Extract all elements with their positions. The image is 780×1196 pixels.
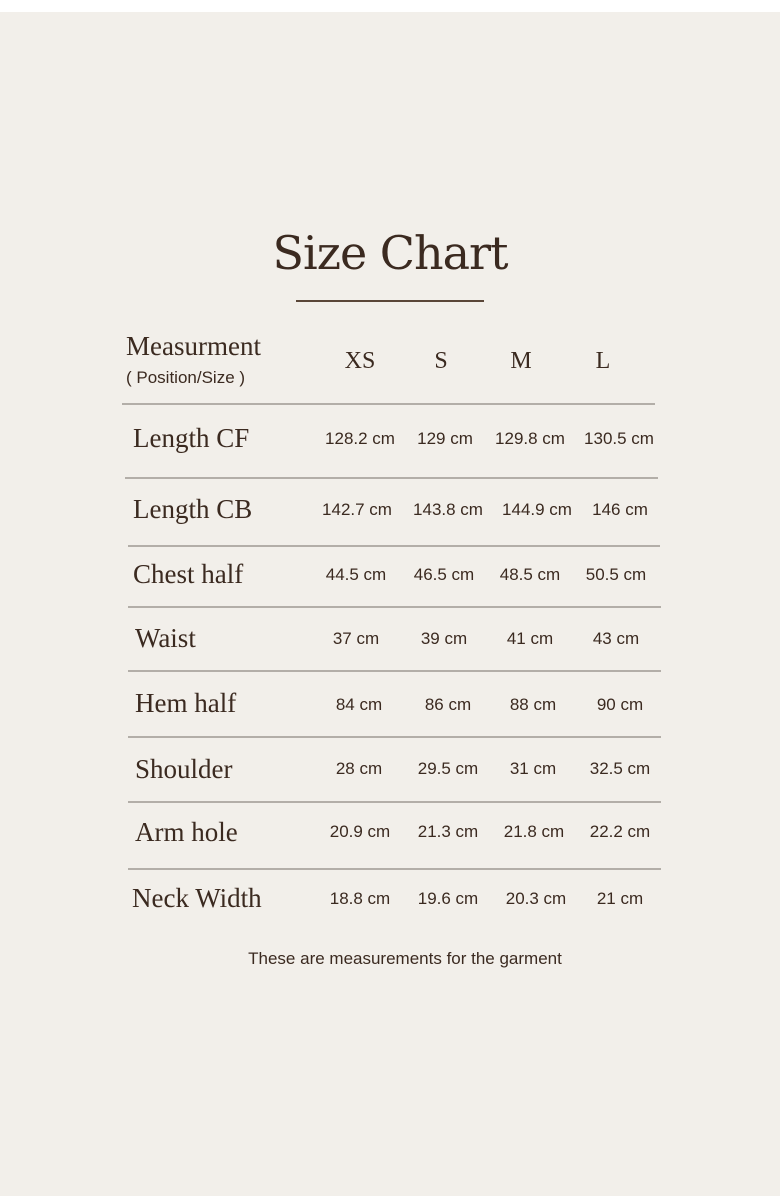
header-divider xyxy=(122,403,655,405)
cell-neck-width-xs: 18.8 cm xyxy=(329,889,391,908)
row-divider xyxy=(128,868,661,870)
cell-neck-width-l: 21 cm xyxy=(596,889,644,908)
cell-length-cb-xs: 142.7 cm xyxy=(322,500,392,519)
row-divider xyxy=(128,736,661,738)
row-label-waist: Waist xyxy=(135,623,196,653)
header-measurement-label: Measurment xyxy=(126,331,261,361)
row-label-chest-half: Chest half xyxy=(133,559,244,589)
row-label-length-cf: Length CF xyxy=(133,423,250,453)
title-underline xyxy=(296,300,484,302)
row-divider xyxy=(128,606,661,608)
cell-waist-s: 39 cm xyxy=(420,629,468,648)
cell-shoulder-xs: 28 cm xyxy=(335,759,383,778)
cell-length-cb-s: 143.8 cm xyxy=(413,500,483,519)
cell-waist-m: 41 cm xyxy=(506,629,554,648)
cell-hem-half-s: 86 cm xyxy=(424,695,472,714)
cell-waist-l: 43 cm xyxy=(592,629,640,648)
row-divider xyxy=(128,670,661,672)
cell-length-cf-s: 129 cm xyxy=(417,429,473,448)
row-divider xyxy=(128,801,661,803)
size-header-xs: XS xyxy=(344,348,376,374)
cell-neck-width-m: 20.3 cm xyxy=(505,889,567,908)
header-position-size-label: ( Position/Size ) xyxy=(126,368,246,387)
cell-waist-xs: 37 cm xyxy=(332,629,380,648)
cell-shoulder-m: 31 cm xyxy=(509,759,557,778)
row-label-neck-width: Neck Width xyxy=(132,883,262,913)
cell-shoulder-s: 29.5 cm xyxy=(417,759,479,778)
cell-arm-hole-xs: 20.9 cm xyxy=(329,822,391,841)
row-label-arm-hole: Arm hole xyxy=(135,817,238,847)
cell-shoulder-l: 32.5 cm xyxy=(589,759,651,778)
cell-length-cb-m: 144.9 cm xyxy=(502,500,572,519)
cell-length-cf-m: 129.8 cm xyxy=(495,429,565,448)
size-header-s: S xyxy=(434,348,448,374)
garment-measurement-note: These are measurements for the garment xyxy=(248,949,562,968)
cell-chest-half-m: 48.5 cm xyxy=(499,565,561,584)
page-title: Size Chart xyxy=(272,226,508,280)
cell-arm-hole-l: 22.2 cm xyxy=(589,822,651,841)
row-divider xyxy=(128,545,660,547)
row-label-length-cb: Length CB xyxy=(133,494,253,524)
cell-length-cf-l: 130.5 cm xyxy=(584,429,654,448)
cell-hem-half-xs: 84 cm xyxy=(335,695,383,714)
cell-chest-half-xs: 44.5 cm xyxy=(325,565,387,584)
size-header-l: L xyxy=(595,348,611,374)
cell-arm-hole-m: 21.8 cm xyxy=(503,822,565,841)
cell-chest-half-s: 46.5 cm xyxy=(413,565,475,584)
row-divider xyxy=(125,477,658,479)
cell-neck-width-s: 19.6 cm xyxy=(417,889,479,908)
cell-length-cb-l: 146 cm xyxy=(592,500,648,519)
cell-hem-half-l: 90 cm xyxy=(596,695,644,714)
size-chart-panel xyxy=(0,12,780,1196)
cell-hem-half-m: 88 cm xyxy=(509,695,557,714)
row-label-hem-half: Hem half xyxy=(135,688,237,718)
cell-chest-half-l: 50.5 cm xyxy=(585,565,647,584)
cell-arm-hole-s: 21.3 cm xyxy=(417,822,479,841)
cell-length-cf-xs: 128.2 cm xyxy=(325,429,395,448)
size-header-m: M xyxy=(510,348,532,374)
row-label-shoulder: Shoulder xyxy=(135,754,233,784)
